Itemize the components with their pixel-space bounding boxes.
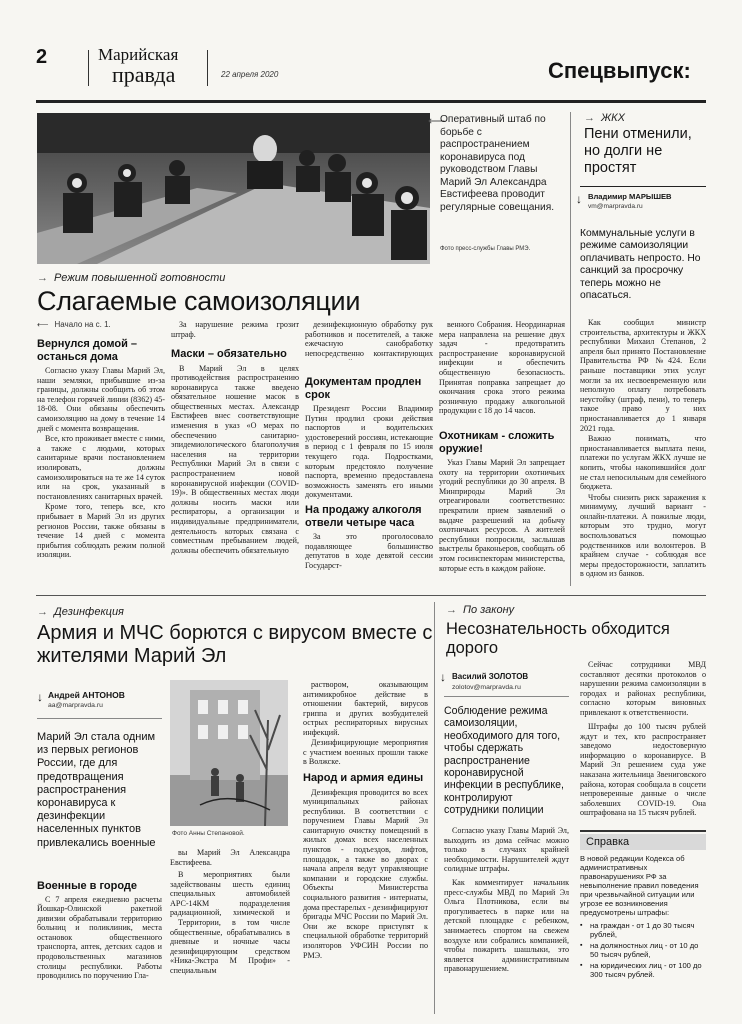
army-email: aa@marpravda.ru — [48, 702, 103, 709]
logo-line1: Марийская — [98, 45, 179, 64]
subhead-alcohol: На продажу алкоголя отвели четыре часа — [305, 504, 422, 529]
law-rubric: → По закону — [446, 604, 515, 616]
photo-caption: Оперативный штаб по борьбе с распространением коронавируса под руководством Главы Марий Эл Александра Евстифеева проводит регулярные совещания. — [440, 114, 555, 213]
army-col-1: Военные в городе С 7 апреля ежедневно расчеты Йошкар-Олинской ракетной дивизии обрабатывали территорию больниц и поликлиник, места остановок общественного транспорта, аптек, детских садов и продовольственных магазинов столицы республики. Работы проводились по поручению Гла- — [37, 880, 162, 981]
continued-arrow-icon: ⟵ — [37, 320, 49, 329]
column-divider — [434, 602, 435, 1014]
zhkh-rubric: → ЖКХ — [584, 112, 625, 124]
reference-box — [580, 830, 706, 1010]
main-title: Слагаемые самоизоляции — [37, 286, 361, 316]
author-arrow-icon: ↓ — [440, 670, 446, 684]
rubric-arrow-icon: → — [584, 112, 595, 124]
fines-list — [580, 921, 706, 979]
army-rule — [37, 718, 162, 719]
main-col-2: За нарушение режима грозит штраф. Маски – обязательно В Марий Эл в целях противодействия распространению коронавируса также введено обязательное ношение масок в общественных местах. Александр Евстифеев внес соответствующие изменения в указ «О мерах по обеспечению санитарно-эпидемиологического благополучия населения на территории Республики Марий Эл в связи с распространением новой коронавирусной инфекции (COVID-19)». В общественных местах люди должны носить маски или респираторы, а организации и индивидуальные предприниматели, деятельность которых связана с совместным пребыванием людей, должны обеспечить обязательную — [171, 320, 299, 555]
reference-text: В новой редакции Кодекса об административных правонарушениях РФ за невыполнение правил поведения при чрезвычайной ситуации или угрозе ее возникновения предусмотрены штрафы: — [580, 854, 699, 917]
logo-divider — [88, 50, 89, 86]
main-col-1: Вернулся домой – останься дома Согласно указу Главы Марий Эл, наши земляки, прибывшие из-за границы, должны сообщить об этом на телефон горячей линии (8362) 45-18-08. Они обязаны обеспечить самоизоляцию на дому в течение 14 дней с момента возвращения. Все, кто проживает вместе с ними, а также с людьми, которых санитарные врачи постановлением изолировать, должны самоизолироваться на те же 14 суток или на срок, указанный в постановлениях санитарных врачей. Кроме того, теперь все, кто прибывает в Марий Эл из других регионов России, также обязаны в течение 14 дней с момента прибытия соблюдать режим полной изоляции. — [37, 338, 165, 560]
main-col-4: венного Собрания. Неординарная мера направлена на решение двух задач - предотвратить распространение коронавирусной инфекции и обеспечить общественную безопасность. Принятая поправка запрещает до окончания срока этого режима розничную продажу алкогольной продукции с 18 до 14 часов. Охотникам - сложить оружие! Указ Главы Марий Эл запрещает охоту на территории охотничьих угодий республики до 30 апреля. В Минприроды Марий Эл отреагировали соответственно: прекратили прием заявлений о выдаче разрешений на добычу охотничьих ресурсов. А жителей республики попросили, заслышав выстрелы браконьеров, сообщать об этом госинспекторам министерства, которые есть в каждом районе. — [439, 320, 565, 573]
law-col-1: Согласно указу Главы Марий Эл, выходить из дома сейчас можно только в случаях крайней необходимости. Нарушителей ждут солидные штрафы. Как комментирует начальник пресс-службы МВД по Марий Эл Ольга Плотникова, если вы прогуливаетесь в парке или на детской площадке с ребенком, занимаетесь спортом на свежем воздухе или собрались компанией, чтобы пожарить шашлыки, это является административным правонарушением. — [444, 826, 569, 974]
main-rubric: → Режим повышенной готовности — [37, 272, 226, 284]
page-number: 2 — [36, 46, 48, 68]
zhkh-lead: Коммунальные услуги в режиме самоизоляции оплачивать непросто. Но санкций за просрочку теперь можно не опасаться. — [580, 228, 701, 302]
subhead-masks: Маски – обязательно — [171, 348, 287, 360]
issue-date: 22 апреля 2020 — [221, 70, 279, 79]
main-col-3: дезинфекционную обработку рук работников и посетителей, а также ежечасную санобработку непосредственно контактирующих Документам продлен срок Президент России Владимир Путин продлил сроки действия паспортов и водительских удостоверений россиян, истекающие в период с 1 февраля по 15 июля текущего года. Подростками, которым предстояло получение паспорта, временно предоставлена возможность заменять его иными документами. На продажу алкоголя отвели четыре часа За это проголосовало подавляющее большинство депутатов в ходе девятой сессии Государст- — [305, 320, 433, 570]
army-rubric: → Дезинфекция — [37, 606, 124, 618]
disinfection-photo — [170, 680, 288, 826]
subhead-people-army: Народ и армия едины — [303, 772, 424, 784]
subhead-documents: Документам продлен срок — [305, 376, 422, 401]
zhkh-title: Пени отменили, но долги не простят — [584, 126, 692, 176]
subhead-military-in-city: Военные в городе — [37, 880, 138, 892]
army-lead: Марий Эл стала одним из первых регионов России, где для предотвращения распространения коронавируса к дезинфекции населенных пунктов привлекались военные — [37, 731, 156, 849]
rubric-arrow-icon: → — [37, 606, 48, 618]
reference-title: Справка — [580, 834, 706, 850]
caption-arrow-icon: ⟵ — [428, 114, 446, 128]
zhkh-rule — [580, 186, 706, 187]
continued-note: ⟵ Начало на с. 1. — [37, 320, 111, 329]
zhkh-email: vm@marpravda.ru — [588, 203, 643, 210]
column-divider — [570, 112, 571, 586]
rubric-arrow-icon: → — [446, 604, 457, 616]
army-col-2: вы Марий Эл Александра Евстифеева. В мероприятиях были задействованы шесть единиц специальных автомобилей АРС-14КМ подразделения радиационной, химической и Территории, в том числе общественные, обрабатывались в дневные и ночные часы дезинфицирующим средством «Ника-Экстра М Профи» - специальным — [170, 848, 290, 975]
army-author: Андрей АНТОНОВ — [48, 690, 125, 700]
zhkh-body: Как сообщил министр строительства, архитектуры и ЖКХ республики Михаил Степанов, 2 апреля был принято Постановление Правительства РФ №424. Если раньше поставщики этих услуг могли за их несвоевременную или неполную оплату потребовать неустойку (штраф, пени), то теперь такое право у них приостанавливается до 1 января 2021 года. Важно понимать, что приостанавливается выплата пени, платежи по услугам ЖКХ лучше не копить, чтобы накопившийся долг не стал непосильным для семейного бюджета. Чтобы снизить риск заражения к минимуму, лучший вариант - онлайн-платежи. А пожилые люди, которым это трудно, могут воспользоваться помощью родственников или волонтеров. В крайнем случае - соблюдая все меры предосторожности, заплатить в одном из банков. — [580, 318, 706, 579]
army-photo-credit: Фото Анны Степановой. — [172, 830, 245, 837]
law-rule — [444, 696, 569, 697]
special-issue-label: Спецвыпуск: — [548, 58, 691, 83]
list-item: ▪ на граждан - от 1 до 30 тысяч рублей, — [580, 921, 706, 939]
law-email: zolotov@marpravda.ru — [452, 684, 521, 691]
rubric-arrow-icon: → — [37, 272, 48, 284]
law-col-2: Сейчас сотрудники МВД составляют десятки протоколов о нарушении режима самоизоляции в городах и районах республики, согласно которым виновных привлекают к ответственности. Штрафы до 100 тысяч рублей ждут и тех, кто распространяет заведомо недостоверную информацию о коронавирусе. В Марий Эл решением суда уже наказана жительница Звениговского района, которая сообщала в соцсети непроверенные данные о числе заболевших COVID-19. Она оштрафована на 15 тысяч рублей. — [580, 660, 706, 818]
zhkh-author: Владимир МАРЫШЕВ — [588, 192, 672, 201]
meeting-photo — [37, 113, 430, 264]
author-arrow-icon: ↓ — [37, 690, 43, 704]
subhead-hunters: Охотникам - сложить оружие! — [439, 430, 555, 455]
logo-divider-right — [207, 50, 208, 86]
author-arrow-icon: ↓ — [576, 192, 582, 206]
law-author: Василий ЗОЛОТОВ — [452, 672, 529, 681]
law-lead: Соблюдение режима самоизоляции, необходимого для того, чтобы сдержать распространение коронавирусной инфекции в республике, контролируют сотрудники полиции — [444, 705, 564, 817]
logo-line2: правда — [112, 62, 176, 87]
army-title: Армия и МЧС борются с вирусом вместе с жителями Марий Эл — [37, 622, 433, 667]
list-item: ▪ на должностных лиц - от 10 до 50 тысяч рублей, — [580, 941, 706, 959]
header-rule — [36, 100, 706, 103]
subhead-returned-home: Вернулся домой – останься дома — [37, 338, 138, 363]
photo-credit: Фото пресс-службы Главы РМЭ. — [440, 246, 531, 252]
list-item: ▪ на юридических лиц - от 100 до 300 тысяч рублей. — [580, 961, 706, 979]
army-col-3: раствором, оказывающим антимикробное действие в отношении бактерий, вирусов гриппа и других возбудителей острых респираторных вирусных инфекций. Дезинфицирующие мероприятия с участием военных прошли также в Волжске. Народ и армия едины Дезинфекция проводится во всех муниципальных районах республики. В соответствии с поручением Главы Марий Эл санитарную очистку помещений в жилых домах всех населенных пунктов - подъездов, лифтов, площадок, а также во дворах с начала апреля ведут управляющие компании и городские службы. Объекты Министерства социального развития - интернаты, дома престарелых - дезинфицируют бригады МЧС России по Марий Эл. Они же вскоре приступят к специальной обработке территорий изоляторов УФСИН России по РМЭ. — [303, 680, 428, 960]
law-title: Несознательность обходится дорого — [446, 620, 670, 657]
section-rule — [36, 595, 706, 596]
